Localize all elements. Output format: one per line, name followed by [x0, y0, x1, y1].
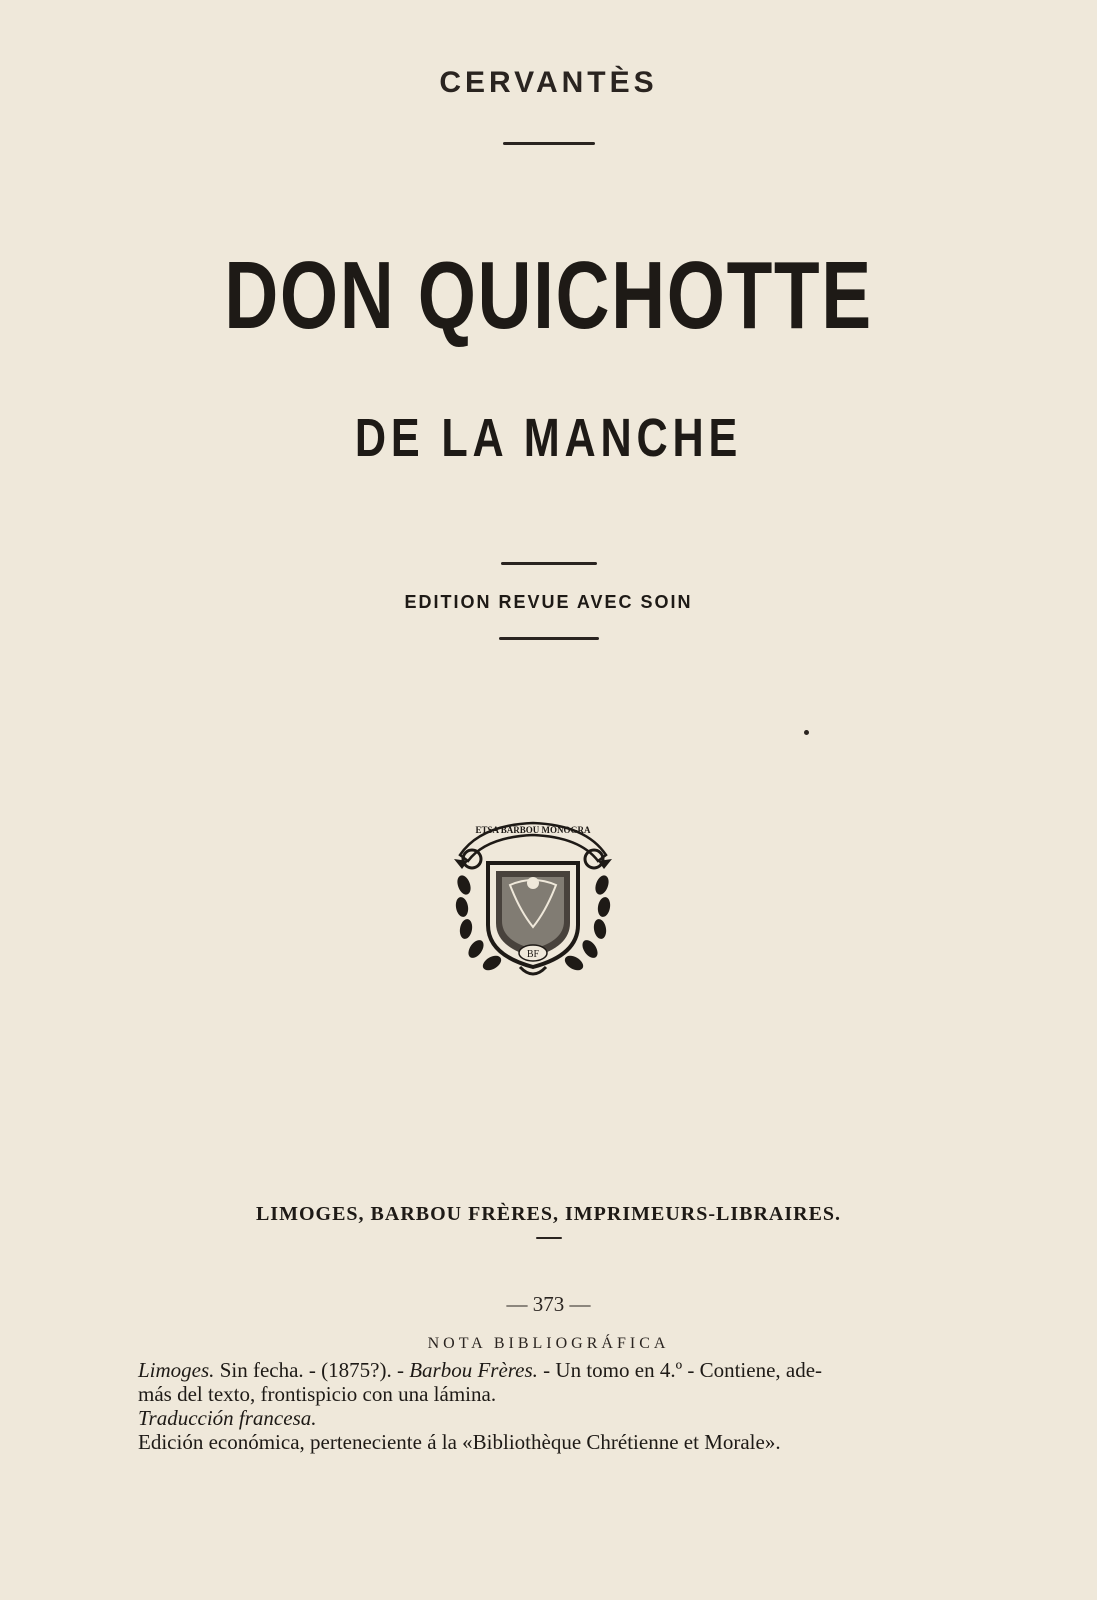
- note-line: más del texto, frontispicio con una lámina.: [138, 1382, 497, 1406]
- book-subtitle: DE LA MANCHE: [354, 408, 743, 468]
- divider-rule: [501, 562, 597, 565]
- book-title: DON QUICHOTTE: [224, 242, 873, 349]
- divider-rule: [503, 142, 595, 145]
- note-description: - Un tomo en 4.º - Contiene, ade-: [537, 1358, 823, 1382]
- divider-rule: [536, 1237, 562, 1239]
- edition-statement: EDITION REVUE AVEC SOIN: [404, 592, 693, 612]
- divider-rule: [499, 637, 599, 640]
- note-place: Limoges.: [138, 1358, 215, 1382]
- banner-text: ETSA BARBOU MONOGRA: [475, 825, 591, 835]
- note-translation: Traducción francesa.: [138, 1406, 317, 1430]
- bibliographic-note: [138, 1358, 898, 1454]
- page-number: — 373 —: [506, 1292, 591, 1316]
- monogram-text: BF: [526, 949, 540, 960]
- imprint-line: LIMOGES, BARBOU FRÈRES, IMPRIMEURS-LIBRAIRES.: [255, 1203, 842, 1225]
- note-line: [138, 1358, 898, 1382]
- author-name: CERVANTÈS: [439, 66, 658, 99]
- note-date: Sin fecha. - (1875?). -: [214, 1358, 410, 1382]
- ink-speck: [804, 730, 809, 735]
- note-publisher: Barbou Frères.: [409, 1358, 538, 1382]
- note-line: Edición económica, perteneciente á la «Bibliothèque Chrétienne et Morale».: [138, 1430, 781, 1454]
- printers-mark-icon: [450, 815, 616, 981]
- note-heading: NOTA BIBLIOGRÁFICA: [427, 1335, 670, 1352]
